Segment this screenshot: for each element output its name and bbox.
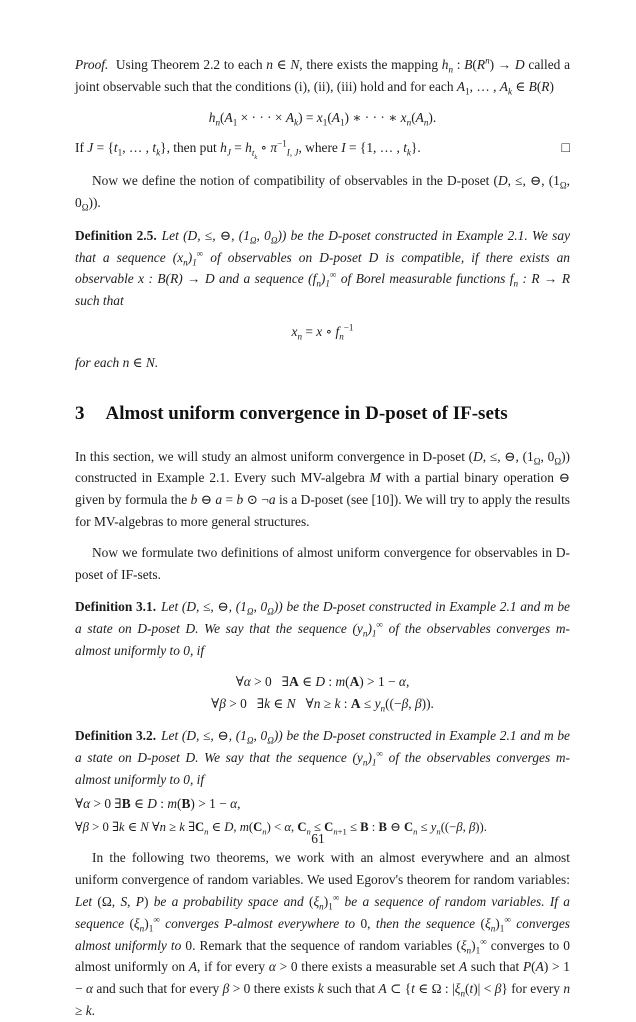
section-3-title: Almost uniform convergence in D-poset of IF-sets [105, 402, 508, 424]
definition-3-1-formula-line2: ∀β > 0 ∃k ∈ N ∀n ≥ k : $A \le y_n((-\beta$, β)). [211, 695, 434, 714]
display-formula-joint-observable: $h_n(A_1$ × · · · × $A_k) = x_1(A_1)$ ∗ · · · ∗ $x_n(A_n)$. [208, 109, 437, 128]
proof-closing-line [75, 137, 570, 160]
section-3-number: 3 [75, 402, 85, 424]
definition-3-1 [75, 596, 570, 661]
proof-closing-text: If $J = \{t_1$, … , $t_k$}, then put $h_J = h_{t_k}$ ∘ $\pi^{-1}_{I, J}$, where I = {1, … , $t_k$}. [75, 138, 421, 161]
definition-3-1-formula-line1: ∀α > 0 ∃A ∈ D : m(A) > 1 − α, [235, 673, 410, 689]
definition-3-2-formula-line1: ∀α > 0 ∃B ∈ D : m(B) > 1 − α, [75, 795, 241, 811]
definition-2-5 [75, 225, 570, 312]
page-number: 61 [311, 831, 325, 847]
section-3-heading [75, 402, 570, 426]
proof-paragraph: Proof. Using Theorem 2.2 to each n ∈ N, there exists the mapping $h_n$ : $B(R^n) \to D$ called a joint observable such that the conditions (i), (ii), (iii) hold and for each $A_1$, … , $A_k$ ∈ B(R) [75, 55, 571, 97]
definition-3-2-body: Let (D, ≤, ⊖, ($1_\Omega$, $0_\Omega$)) be the D-poset constructed in Example 2.1 and m be a state on D-poset D. We say that the sequence $(y_n)_1^\infty$ of the observables converges m-almost uniformly to 0, if [75, 728, 571, 787]
definition-3-1-label: Definition 3.1. [75, 599, 157, 615]
definition-3-2-formula-line2: ∀β > 0 ∃k ∈ N ∀n ≥ k $\exists C_n$ ∈ D, $m(C_n) < \alpha$, $C_n \le C_{n+1} \le B$ : B ⊖ $C_n \le y_n((-\beta$, β)). [75, 819, 487, 837]
paragraph-egorov: In the following two theorems, we work with an almost everywhere and an almost uniform convergence of random variables. We used Egorov's theorem for random variables: Let (Ω, S, P) be a probability space and $(\xi_n)_1^\infty$ be a sequence of random variables. If a sequence $(\xi_n)_1^\infty$ converges P-almost everywhere to 0, then the sequence $(\xi_n)_1^\infty$ converges almost uniformly to 0. Remark that the sequence of random variables $(\xi_n)_1^\infty$ converges to 0 almost uniformly on A, if for every α > 0 there exists a measurable set A such that P(A) > 1 − α and such that for every β > 0 there exists k such that A ⊂ {t ∈ Ω : $|\xi_n(t)| < \beta$} for every n ≥ k. [75, 850, 571, 1018]
section-3-formulate-paragraph: Now we formulate two definitions of almost uniform convergence for observables in D-poset of IF-sets. [75, 544, 570, 582]
paragraph-compatibility-intro: Now we define the notion of compatibility of observables in the D-poset (D, ≤, ⊖, ($1_\Omega$, $0_\Omega$)). [75, 173, 570, 213]
definition-3-2-label: Definition 3.2. [75, 728, 157, 744]
qed-box: □ [561, 141, 570, 157]
definition-3-2 [75, 725, 570, 790]
definition-2-5-body: Let (D, ≤, ⊖, ($1_\Omega$, $0_\Omega$)) be the D-poset constructed in Example 2.1. We say that a sequence $(x_n)_1^\infty$ of observables on D-poset D is compatible, if there exists an observable x : B(R) → D and a sequence $(f_n)_1^\infty$ of Borel measurable functions $f_n$ : R → R such that [75, 227, 571, 309]
display-formula-compatible: $x_n = x$ ∘ $f_n^{-1}$ [291, 322, 354, 342]
definition-2-5-label: Definition 2.5. [75, 227, 157, 243]
definition-3-1-formulas [75, 671, 570, 715]
definition-2-5-after-formula: for each n ∈ N. [75, 354, 159, 370]
section-3-intro-paragraph: In this section, we will study an almost uniform convergence in D-poset (D, ≤, ⊖, ($1_\Omega$, $0_\Omega$)) constructed in Example 2.1. Every such MV-algebra M with a partial binary operation ⊖ given by formula the b ⊖ a = b ⊙ ¬a is a D-poset (see [10]). We will try to apply the results for MV-algebras to more general structures. [75, 448, 571, 529]
definition-3-1-body: Let (D, ≤, ⊖, ($1_\Omega$, $0_\Omega$)) be the D-poset constructed in Example 2.1 and m be a state on D-poset D. We say that the sequence $(y_n)_1^\infty$ of the observables converges m-almost uniformly to 0, if [75, 599, 571, 658]
